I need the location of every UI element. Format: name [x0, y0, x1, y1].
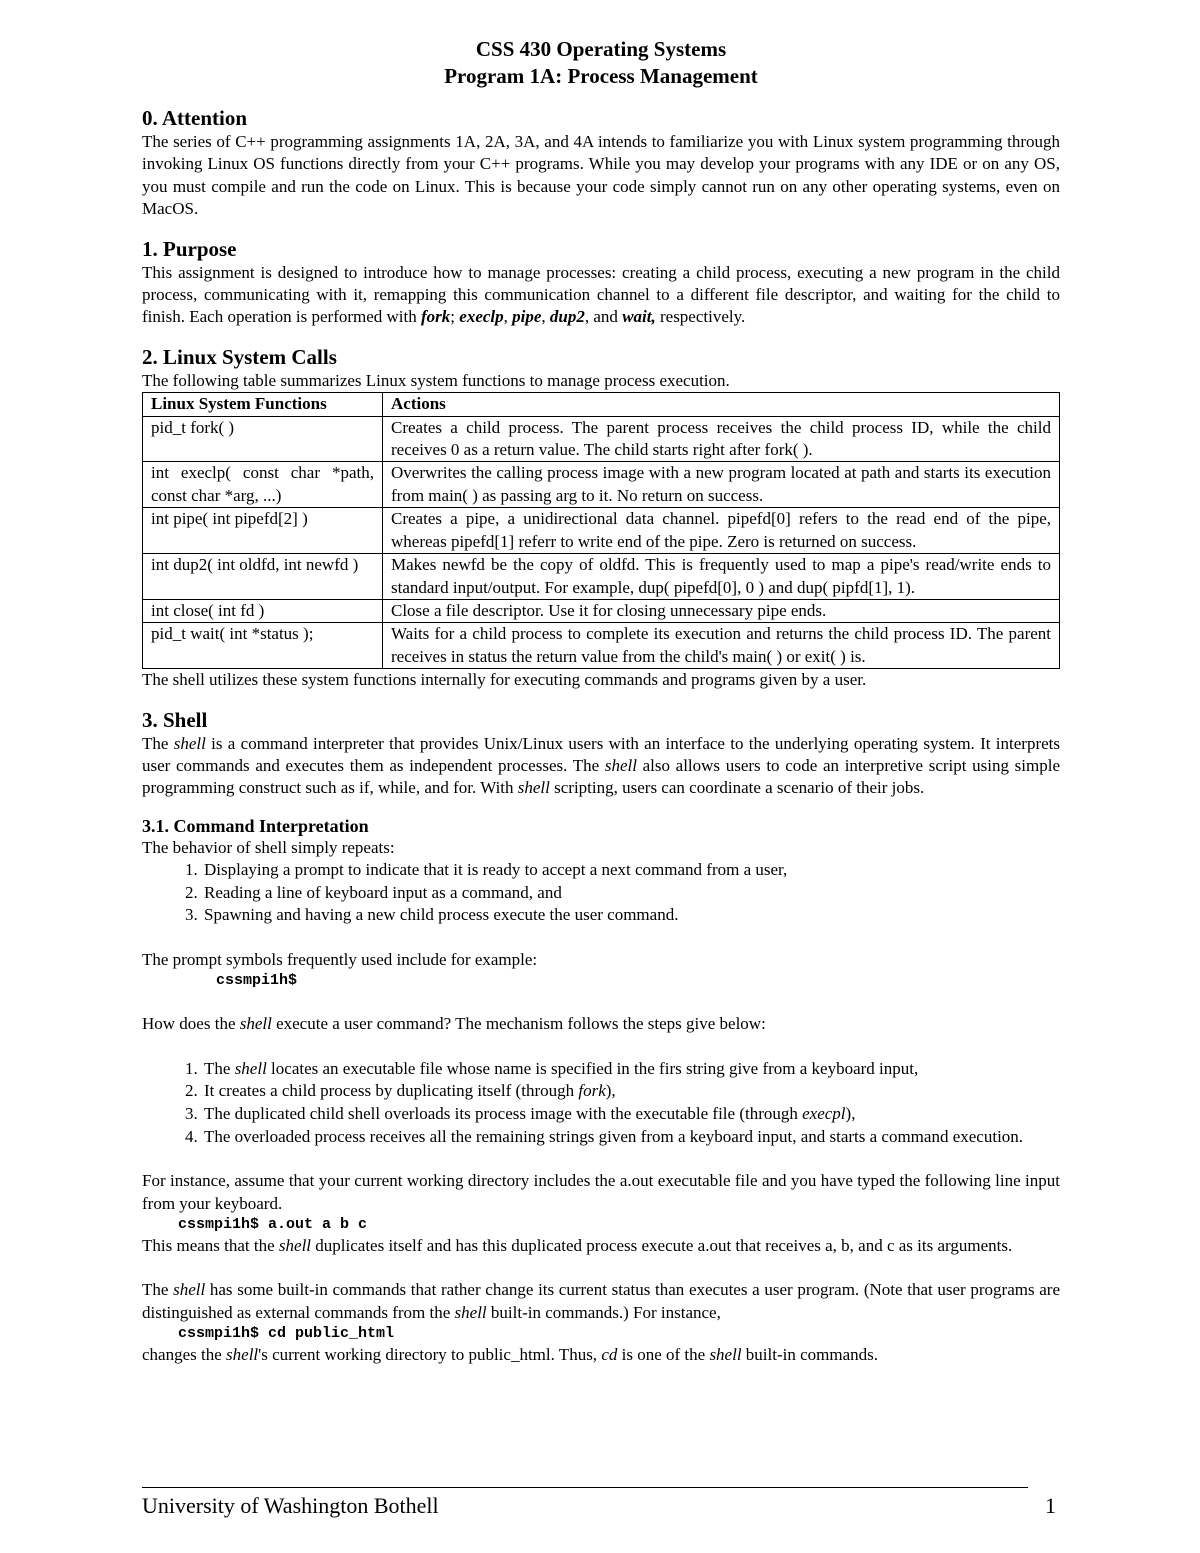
- changes-paragraph: changes the shell's current working directory to public_html. Thus, cd is one of the shell built-in commands.: [142, 1345, 879, 1365]
- table-cell-action: Makes newfd be the copy of oldfd. This is frequently used to map a pipe's read/write ends to standard input/output. For example, dup( pipefd[0], 0 ) and dup( pipfd[1], 1).: [383, 554, 1060, 600]
- table-cell-action: Creates a pipe, a unidirectional data channel. pipefd[0] refers to the read end of the pipe, whereas pipefd[1] referr to write end of the pipe. Zero is returned on success.: [383, 508, 1060, 554]
- section-3-heading: 3. Shell: [142, 707, 208, 732]
- footer-divider: [142, 1487, 1028, 1488]
- table-cell-function: int execlp( const char *path, const char *arg, ...): [143, 462, 383, 508]
- section-3-body: The shell is a command interpreter that provides Unix/Linux users with an interface to the underlying operating system. It interprets user commands and executes them as independent processes. The shell also allows users to code an interpretive script using simple programming construct such as if, while, and for. With shell scripting, users can coordinate a scenario of their jobs.: [142, 733, 1060, 798]
- system-calls-table: [142, 392, 1060, 669]
- section-3-1-intro: The behavior of shell simply repeats:: [142, 837, 395, 857]
- mechanism-question: How does the shell execute a user command? The mechanism follows the steps give below:: [142, 1014, 766, 1034]
- table-header-actions: Actions: [383, 393, 1060, 416]
- table-row: [143, 623, 1060, 669]
- command-example-aout: cssmpi1h$ a.out a b c: [178, 1215, 368, 1233]
- list-item: 3. Spawning and having a new child process execute the user command.: [202, 904, 1060, 927]
- command-example-cd: cssmpi1h$ cd public_html: [178, 1325, 395, 1343]
- table-row: [143, 508, 1060, 554]
- table-header-row: [143, 393, 1060, 416]
- section-2-outro: The shell utilizes these system functions internally for executing commands and programs given by a user.: [142, 670, 867, 690]
- prompt-example: cssmpi1h$: [216, 972, 298, 990]
- section-1-heading: 1. Purpose: [142, 236, 237, 261]
- mechanism-list: [142, 1058, 1060, 1148]
- builtin-paragraph: The shell has some built-in commands that rather change its current status than executes a user program. (Note that user programs are distinguished as external commands from the shell built-in commands.) For instance,: [142, 1280, 1060, 1322]
- course-title: CSS 430 Operating Systems: [475, 37, 727, 61]
- table-cell-function: pid_t fork( ): [143, 416, 383, 462]
- table-row: [143, 599, 1060, 622]
- list-item: 1. The shell locates an executable file whose name is specified in the firs string give from a keyboard input,: [202, 1058, 1060, 1081]
- table-cell-action: Overwrites the calling process image with a new program located at path and starts its execution from main( ) as passing arg to it. No return on success.: [383, 462, 1060, 508]
- page-number: 1: [1045, 1493, 1056, 1518]
- section-2-heading: 2. Linux System Calls: [142, 344, 337, 369]
- table-cell-function: int dup2( int oldfd, int newfd ): [143, 554, 383, 600]
- list-item: 1. Displaying a prompt to indicate that it is ready to accept a next command from a user,: [202, 859, 1060, 882]
- section-1-body: This assignment is designed to introduce how to manage processes: creating a child process, executing a new program in the child process, communicating with it, remapping this communication channel to a different file descriptor, and waiting for the child to finish. Each operation is performed with fork; execlp, pipe, dup2, and wait, respectively.: [142, 262, 1060, 327]
- section-0-body: The series of C++ programming assignments 1A, 2A, 3A, and 4A intends to familiarize you with Linux system programming through invoking Linux OS functions directly from your C++ programs. While you may develop your programs with any IDE or on any OS, you must compile and run the code on Linux. This is because your code simply cannot run on any other operating systems, even on MacOS.: [142, 132, 1060, 219]
- table-row: [143, 462, 1060, 508]
- shell-behavior-list: [142, 859, 1060, 927]
- table-row: [143, 554, 1060, 600]
- table-cell-function: int close( int fd ): [143, 599, 383, 622]
- section-0-heading: 0. Attention: [142, 106, 247, 130]
- section-2-intro: The following table summarizes Linux system functions to manage process execution.: [142, 370, 730, 390]
- table-header-functions: Linux System Functions: [143, 393, 383, 416]
- list-item: 2. Reading a line of keyboard input as a command, and: [202, 882, 1060, 905]
- instance-paragraph: For instance, assume that your current working directory includes the a.out executable file and you have typed the following line input from your keyboard.: [142, 1171, 1060, 1213]
- footer-organization: University of Washington Bothell: [142, 1493, 439, 1518]
- section-3-1-heading: 3.1. Command Interpretation: [142, 815, 369, 836]
- table-cell-action: Waits for a child process to complete its execution and returns the child process ID. The parent receives in status the return value from the child's main( ) or exit( ) is.: [383, 623, 1060, 669]
- list-item: 3. The duplicated child shell overloads its process image with the executable file (through execpl),: [202, 1103, 1060, 1126]
- table-cell-function: pid_t wait( int *status );: [143, 623, 383, 669]
- document-page: [142, 36, 1060, 1367]
- list-item: 2. It creates a child process by duplicating itself (through fork),: [202, 1080, 1060, 1103]
- program-title: Program 1A: Process Management: [444, 64, 758, 88]
- table-cell-action: Creates a child process. The parent process receives the child process ID, while the child receives 0 as a return value. The child starts right after fork( ).: [383, 416, 1060, 462]
- means-paragraph: This means that the shell duplicates itself and has this duplicated process execute a.out that receives a, b, and c as its arguments.: [142, 1235, 1013, 1255]
- list-item: 4. The overloaded process receives all the remaining strings given from a keyboard input, and starts a command execution.: [202, 1126, 1060, 1149]
- table-cell-action: Close a file descriptor. Use it for closing unnecessary pipe ends.: [383, 599, 1060, 622]
- table-cell-function: int pipe( int pipefd[2] ): [143, 508, 383, 554]
- table-row: [143, 416, 1060, 462]
- prompt-intro: The prompt symbols frequently used include for example:: [142, 949, 538, 969]
